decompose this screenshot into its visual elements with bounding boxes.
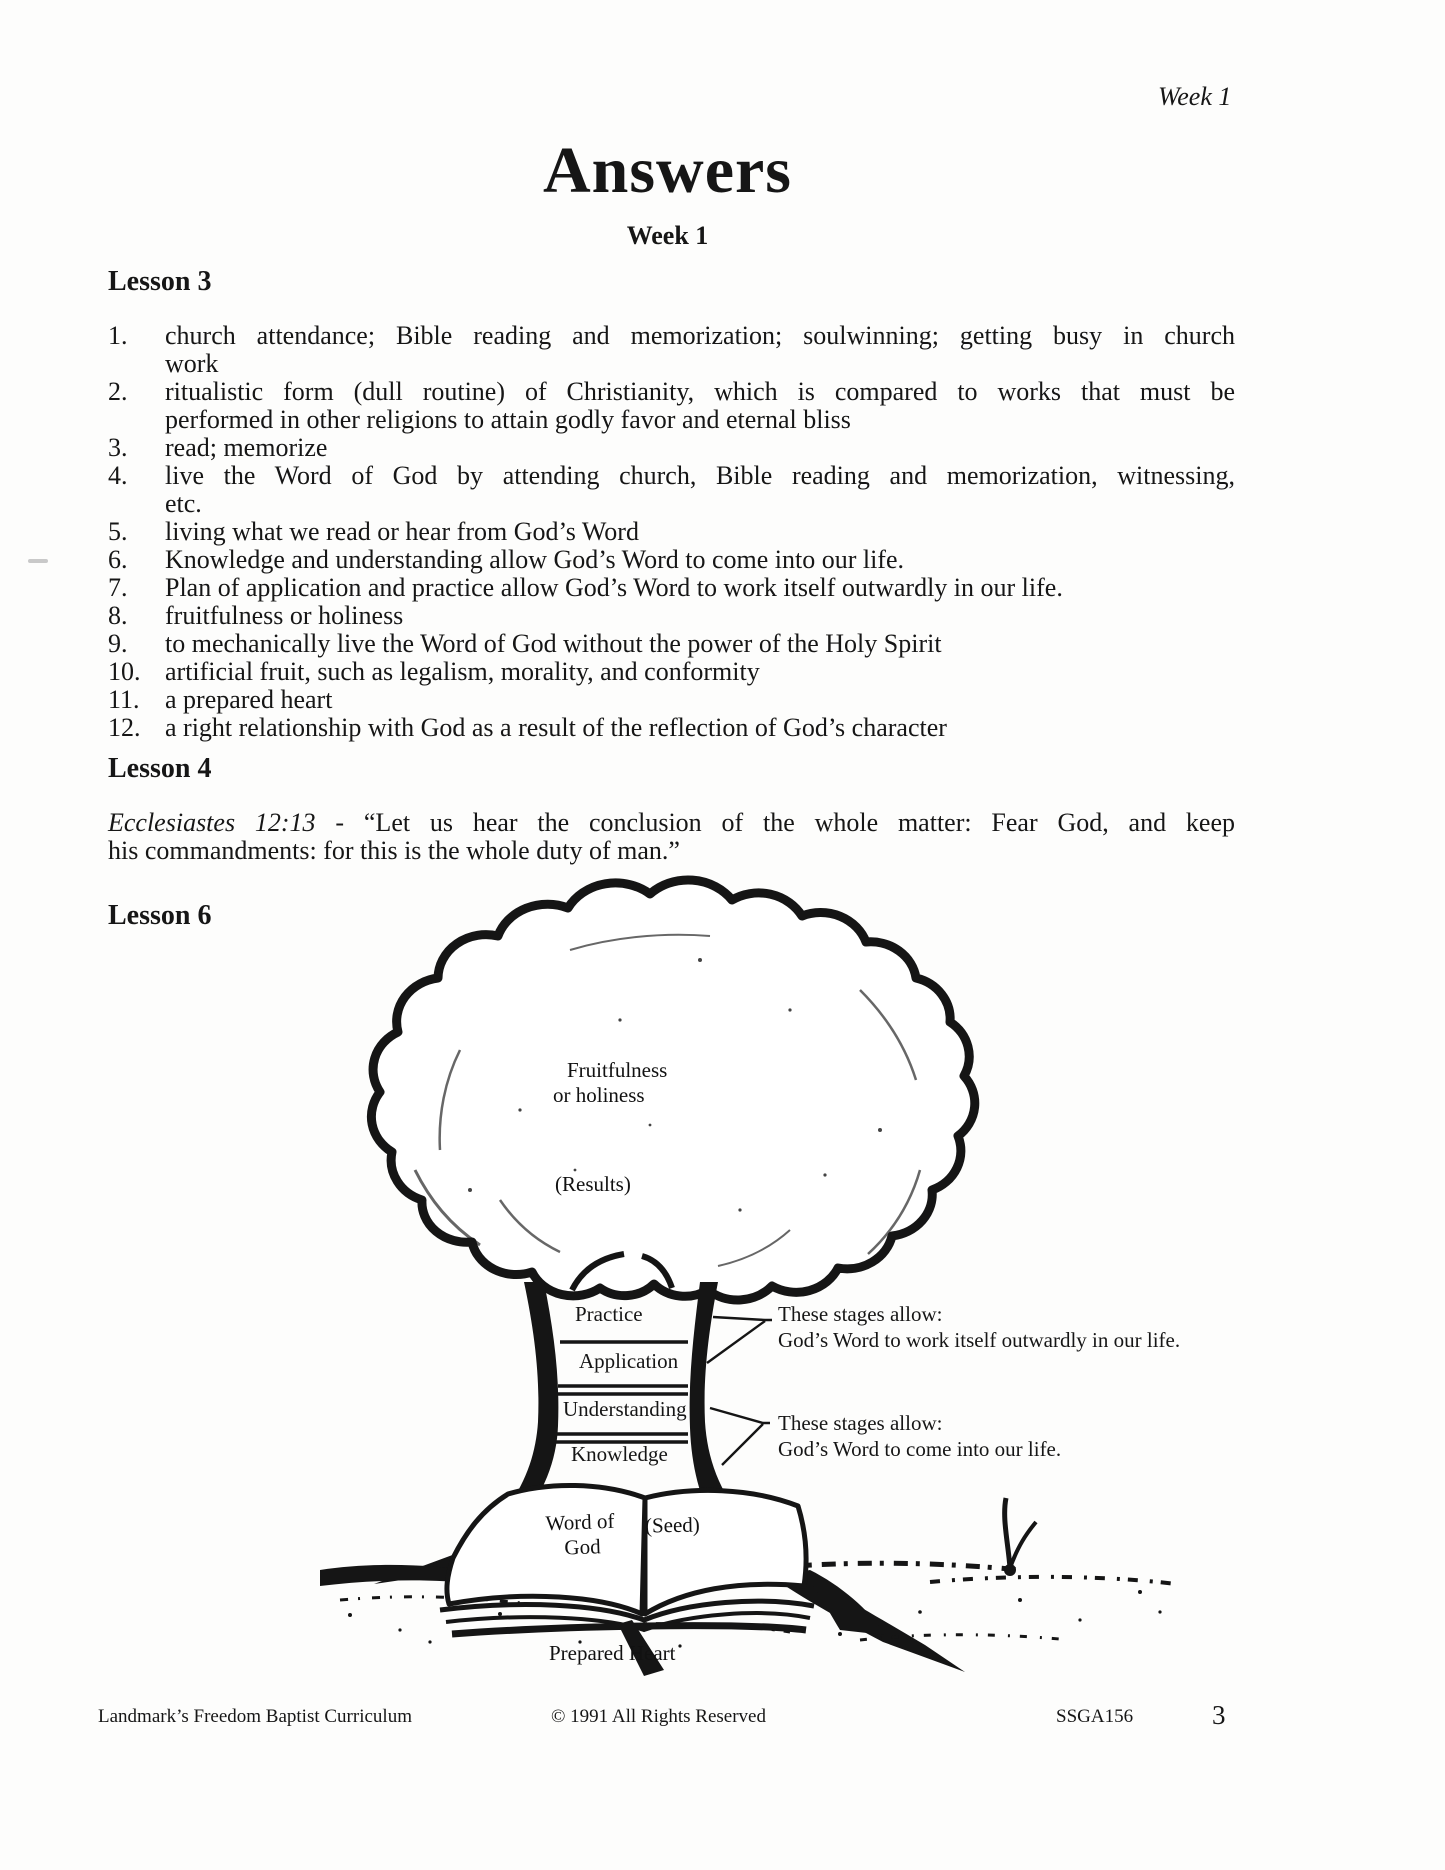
stage-label-practice: Practice [575,1302,643,1326]
item-text: live the Word of God by attending church, Bible reading and memorization, witnessing, [165,461,1235,490]
verse-reference: Ecclesiastes 12:13 - [108,808,345,837]
list-item [108,714,1238,742]
stage-label-application: Application [579,1349,679,1373]
item-number: 7. [108,573,128,602]
item-text: artificial fruit, such as legalism, morality, and conformity [165,657,760,686]
footer-publisher: Landmark’s Freedom Baptist Curriculum [98,1706,412,1727]
page-number: 3 [1212,1700,1226,1730]
list-item [108,602,1238,630]
item-number: 10. [108,657,141,686]
list-item [108,686,1238,714]
item-number: 3. [108,433,128,462]
list-item [108,546,1238,574]
item-number: 5. [108,517,128,546]
item-text: a right relationship with God as a result of the reflection of God’s character [165,713,947,742]
page-header-week: Week 1 [1158,82,1232,111]
canopy-label [553,1058,667,1108]
annotation-lower [778,1410,1218,1462]
stage-label-understanding: Understanding [563,1397,687,1421]
annotation-lower-line2: God’s Word to come into our life. [778,1437,1062,1461]
list-item [108,574,1238,602]
item-number: 9. [108,629,128,658]
item-number: 12. [108,713,141,742]
item-number: 1. [108,321,128,350]
footer-copyright: © 1991 All Rights Reserved [551,1706,766,1727]
verse-line: his commandments: for this is the whole duty of man.” [108,836,680,865]
tree-canopy [371,880,974,1300]
list-item [108,434,1238,462]
list-item [108,322,1238,378]
book-left-page-label [545,1509,616,1561]
item-text: Plan of application and practice allow God’s Word to work itself outwardly in our life. [165,573,1063,602]
item-text: a prepared heart [165,685,333,714]
book-right-page-label: (Seed) [644,1512,701,1538]
lesson4-verse [108,809,1235,865]
lesson3-answer-list [108,322,1238,742]
list-item [108,462,1238,518]
verse-text: “Let us hear the conclusion of the whole matter: Fear God, and keep [363,808,1236,837]
item-number: 11. [108,685,140,714]
lesson3-heading: Lesson 3 [108,266,212,297]
stage-label-knowledge: Knowledge [571,1442,668,1466]
book-left-line1: Word of [545,1508,615,1536]
item-text: performed in other religions to attain godly favor and eternal bliss [165,405,851,434]
item-text: living what we read or hear from God’s Word [165,517,639,546]
book-left-line2: God [564,1534,601,1560]
list-item [108,378,1238,434]
tree-diagram-illustration [320,870,1200,1690]
list-item [108,658,1238,686]
item-text: church attendance; Bible reading and memorization; soulwinning; getting busy in church [165,321,1235,350]
canopy-label-line1: Fruitfulness [567,1058,668,1082]
item-number: 2. [108,377,128,406]
page-title: Answers [543,134,792,207]
verse-line [108,809,1235,837]
annotation-upper [778,1301,1218,1353]
item-text: fruitfulness or holiness [165,601,404,630]
item-text: to mechanically live the Word of God without the power of the Holy Spirit [165,629,942,658]
item-text: work [165,349,219,378]
page-subtitle: Week 1 [626,221,709,250]
item-number: 6. [108,545,128,574]
annotation-upper-line1: These stages allow: [778,1302,943,1326]
lesson6-heading: Lesson 6 [108,900,212,931]
annotation-lower-line1: These stages allow: [778,1411,943,1435]
footer-catalog-code: SSGA156 [1056,1706,1134,1727]
page-subtitle-wrap [90,221,1245,251]
item-text: ritualistic form (dull routine) of Christianity, which is compared to works that must be [165,377,1235,406]
sprout-twig [1005,1498,1036,1568]
canopy-label-line2: or holiness [553,1083,645,1107]
scan-artifact [28,559,48,563]
annotation-upper-line2: God’s Word to work itself outwardly in our life. [778,1328,1181,1352]
base-label-prepared-heart: Prepared Heart [549,1641,676,1665]
item-text: Knowledge and understanding allow God’s Word to come into our life. [165,545,905,574]
list-item [108,630,1238,658]
annotation-leaders [707,1317,772,1465]
item-number: 4. [108,461,128,490]
lesson4-heading: Lesson 4 [108,753,212,784]
canopy-sublabel: (Results) [555,1172,631,1196]
list-item [108,518,1238,546]
item-text: read; memorize [165,433,328,462]
item-text: etc. [165,489,202,518]
item-number: 8. [108,601,128,630]
page-title-wrap [90,133,1245,209]
